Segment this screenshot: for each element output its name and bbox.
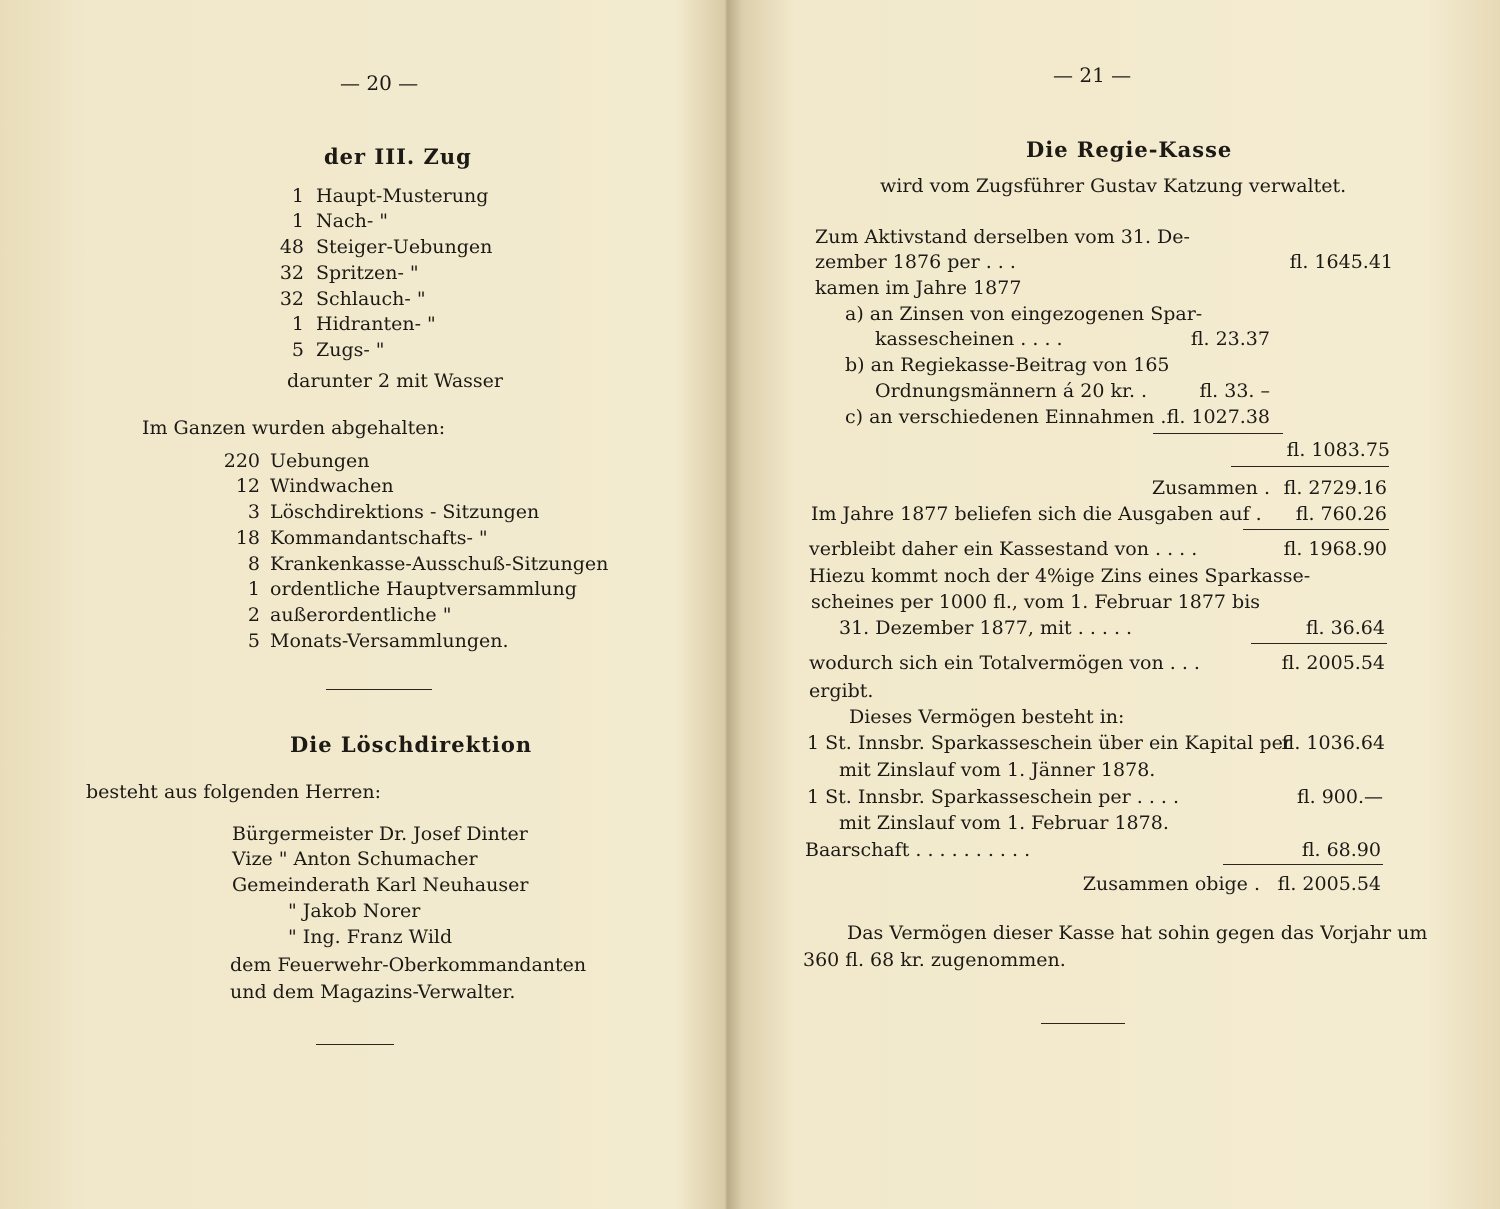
amount: fl. 33. – [1199,380,1270,402]
total-label: Kommandantschafts- " [270,527,488,549]
zug-count: 32 [279,262,304,284]
zug-count: 32 [279,288,304,310]
amount: fl. 36.64 [1305,617,1385,639]
zug-count: 1 [291,313,304,335]
total-count: 18 [235,527,260,549]
section-intro: besteht aus folgenden Herren: [86,781,382,803]
text-line: verbleibt daher ein Kassestand von . . . . [809,538,1198,560]
sum-rule [1153,433,1283,434]
text-line: zember 1876 per . . . [815,251,1016,273]
member-line: Gemeinderath Karl Neuhauser [232,874,529,896]
text-line: Zusammen . [1151,477,1270,499]
zug-count: 1 [291,185,304,207]
amount: fl. 23.37 [1190,328,1270,350]
total-count: 12 [235,475,260,497]
text-line: 1 St. Innsbr. Sparkasseschein über ein Kapital per [807,732,1292,754]
amount: fl. 1645.41 [1289,251,1393,273]
total-label: Windwachen [270,475,394,497]
zug-label: Steiger-Uebungen [316,236,493,258]
amount: fl. 68.90 [1301,839,1381,861]
text-line: mit Zinslauf vom 1. Jänner 1878. [839,759,1156,781]
amount: fl. 2005.54 [1277,873,1381,895]
divider [1041,1023,1125,1024]
total-label: Krankenkasse-Ausschuß-Sitzungen [270,553,609,575]
text-line: Das Vermögen dieser Kasse hat sohin gegen das Vorjahr um [847,922,1428,944]
amount: fl. 1968.90 [1283,538,1387,560]
amount: fl. 1027.38 [1166,406,1270,428]
amount: fl. 760.26 [1295,503,1387,525]
text-line: kamen im Jahre 1877 [815,277,1022,299]
zug-label: Zugs- " [316,339,385,361]
text-line: Im Jahre 1877 beliefen sich die Ausgaben auf . [811,503,1262,525]
total-count: 1 [247,578,260,600]
zug-count: 1 [291,210,304,232]
member-line: " Jakob Norer [288,900,421,922]
subtitle: wird vom Zugsführer Gustav Katzung verwaltet. [880,175,1347,197]
text-line: Zum Aktivstand derselben vom 31. De- [815,226,1190,248]
section-title: Die Löschdirektion [290,732,533,757]
amount: fl. 1083.75 [1286,439,1390,461]
zug-count: 48 [279,236,304,258]
zug-title: der III. Zug [324,144,472,169]
right-page [735,0,1500,1209]
text-line: a) an Zinsen von eingezogenen Spar- [845,303,1203,325]
member-line: dem Feuerwehr-Oberkommandanten [230,954,587,976]
text-line: Ordnungsmännern á 20 kr. . [875,380,1148,402]
divider [326,689,432,690]
text-line: c) an verschiedenen Einnahmen . [845,406,1167,428]
total-count: 220 [223,450,260,472]
zug-count: 5 [291,339,304,361]
zug-label: Schlauch- " [316,288,426,310]
total-label: Löschdirektions - Sitzungen [270,501,540,523]
text-line: Dieses Vermögen besteht in: [849,706,1125,728]
text-line: b) an Regiekasse-Beitrag von 165 [845,354,1170,376]
total-label: außerordentliche " [270,604,452,626]
amount: fl. 900.— [1296,786,1383,808]
sum-rule [1251,643,1387,644]
member-line: Vize " Anton Schumacher [232,848,478,870]
total-count: 5 [247,630,260,652]
amount: fl. 2729.16 [1283,477,1387,499]
text-line: mit Zinslauf vom 1. Februar 1878. [839,812,1169,834]
amount: fl. 1036.64 [1281,732,1385,754]
total-count: 3 [247,501,260,523]
text-line: Zusammen obige . [1082,873,1260,895]
text-line: 1 St. Innsbr. Sparkasseschein per . . . . [807,786,1180,808]
text-line: Hiezu kommt noch der 4%ige Zins eines Sparkasse- [809,565,1311,587]
text-line: ergibt. [809,680,874,702]
total-label: Monats-Versammlungen. [270,630,509,652]
text-line: 360 fl. 68 kr. zugenommen. [803,949,1066,971]
amount: fl. 2005.54 [1281,652,1385,674]
total-label: Uebungen [270,450,370,472]
left-page [0,0,722,1209]
member-line: und dem Magazins-Verwalter. [230,981,516,1003]
sum-rule [1231,466,1389,467]
zug-note: darunter 2 mit Wasser [287,370,503,392]
section-title: Die Regie-Kasse [1026,137,1233,162]
text-line: wodurch sich ein Totalvermögen von . . . [809,652,1200,674]
zug-label: Nach- " [316,210,389,232]
text-line: Baarschaft . . . . . . . . . . [805,839,1031,861]
member-line: Bürgermeister Dr. Josef Dinter [232,823,528,845]
zug-label: Spritzen- " [316,262,419,284]
zug-label: Hidranten- " [316,313,436,335]
zug-label: Haupt-Musterung [316,185,489,207]
divider [316,1044,394,1045]
member-line: " Ing. Franz Wild [288,926,453,948]
page-number: — 21 — [1053,63,1132,87]
text-line: 31. Dezember 1877, mit . . . . . [839,617,1133,639]
total-count: 8 [247,553,260,575]
sum-rule [1223,864,1383,865]
text-line: kassescheinen . . . . [875,328,1063,350]
total-intro: Im Ganzen wurden abgehalten: [142,417,446,439]
total-count: 2 [247,604,260,626]
total-label: ordentliche Hauptversammlung [270,578,577,600]
text-line: scheines per 1000 fl., vom 1. Februar 1877 bis [811,591,1261,613]
page-number: — 20 — [340,71,419,95]
sum-rule [1243,529,1389,530]
